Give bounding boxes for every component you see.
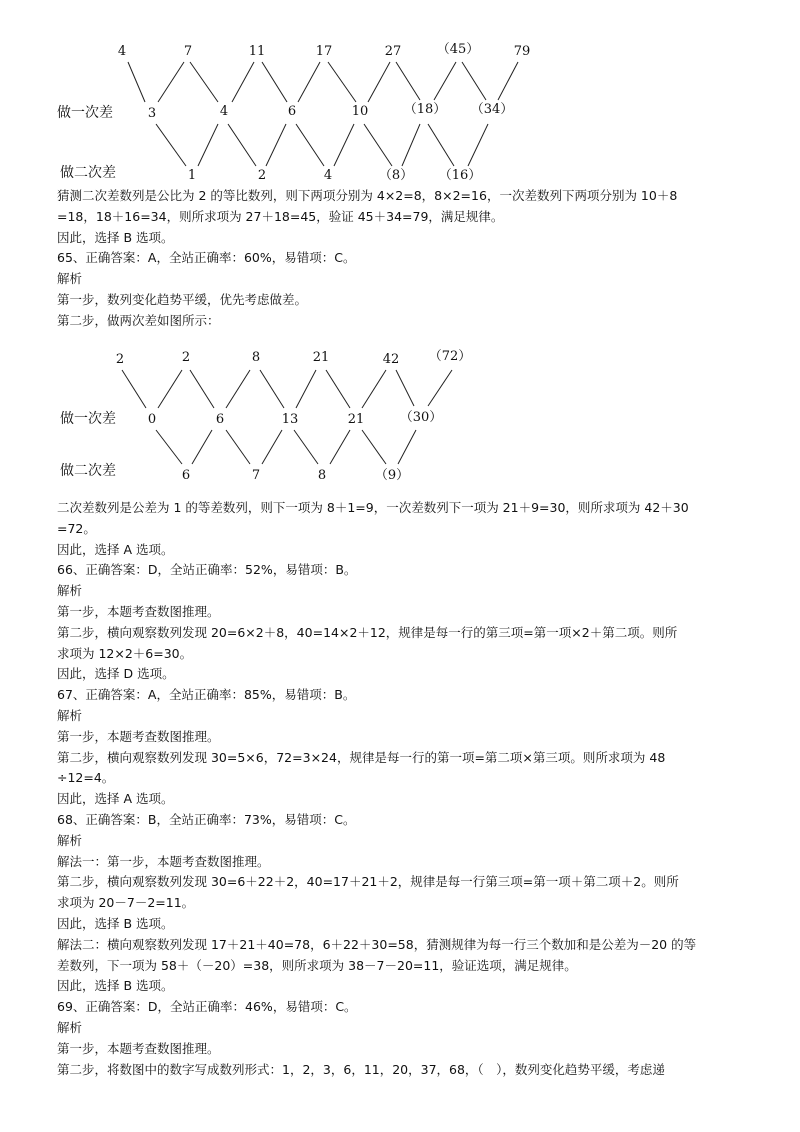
- text-line: =18，18＋16=34，则所求项为 27＋18=45，验证 45＋34=79，满足规律。: [57, 208, 504, 224]
- difference-diagram-2: [0, 340, 800, 490]
- second-diff-term: 4: [323, 168, 333, 183]
- text-line: 68、正确答案：B，全站正确率：73%，易错项：C。: [57, 811, 356, 827]
- top-term: 4: [117, 44, 127, 59]
- text-line: 解法一：第一步，本题考查数图推理。: [57, 853, 270, 869]
- text-line: 因此，选择 B 选项。: [57, 915, 174, 931]
- first-diff-term: 13: [281, 412, 299, 427]
- second-diff-term: 1: [187, 168, 197, 183]
- second-diff-label: 做二次差: [60, 463, 116, 479]
- difference-lines-1: [0, 0, 800, 190]
- top-term-answer: （45）: [436, 42, 480, 57]
- second-diff-term: 2: [257, 168, 267, 183]
- first-diff-term-answer: （18）: [403, 102, 447, 117]
- text-line: 第一步，本题考查数图推理。: [57, 603, 220, 619]
- top-term: 21: [312, 350, 330, 365]
- first-diff-term-answer: （34）: [470, 102, 514, 117]
- first-diff-term: 6: [287, 104, 297, 119]
- text-line: 解析: [57, 707, 83, 723]
- text-line: 第二步，横向观察数列发现 20=6×2＋8，40=14×2＋12，规律是每一行的第三项=第一项×2＋第二项。则所: [57, 624, 678, 640]
- first-diff-term: 0: [147, 412, 157, 427]
- difference-diagram-1: [0, 0, 800, 190]
- text-line: 65、正确答案：A，全站正确率：60%，易错项：C。: [57, 250, 356, 266]
- text-line: 解析: [57, 583, 83, 599]
- second-diff-term-answer: （8）: [378, 168, 414, 183]
- first-diff-term: 6: [215, 412, 225, 427]
- text-line: 第二步，做两次差如图所示：: [57, 312, 220, 328]
- first-diff-term: 3: [147, 106, 157, 121]
- first-diff-term: 21: [347, 412, 365, 427]
- text-line: 猜测二次差数列是公比为 2 的等比数列，则下两项分别为 4×2=8，8×2=16，一次差数列下两项分别为 10＋8: [57, 188, 678, 203]
- text-line: =72。: [57, 520, 96, 536]
- top-term: 42: [382, 352, 400, 367]
- first-diff-term: 4: [219, 104, 229, 119]
- first-diff-label: 做一次差: [57, 105, 113, 121]
- top-term: 2: [181, 350, 191, 365]
- text-line: 解析: [57, 271, 83, 287]
- text-line: 因此，选择 A 选项。: [57, 541, 174, 557]
- top-term: 8: [251, 350, 261, 365]
- text-line: 二次差数列是公差为 1 的等差数列，则下一项为 8＋1=9，一次差数列下一项为 21＋9=30，则所求项为 42＋30: [57, 500, 689, 515]
- text-line: 解法二：横向观察数列发现 17＋21＋40=78，6＋22＋30=58，猜测规律为每一行三个数加和是公差为－20 的等: [57, 936, 697, 952]
- explanation-block-2: [57, 498, 747, 1080]
- text-line: 66、正确答案：D，全站正确率：52%，易错项：B。: [57, 562, 357, 578]
- second-diff-term-answer: （16）: [438, 168, 482, 183]
- first-diff-label: 做一次差: [60, 411, 116, 427]
- top-term: 11: [248, 44, 266, 59]
- text-line: ÷12=4。: [57, 770, 115, 786]
- top-term-answer: （72）: [428, 349, 472, 364]
- text-line: 因此，选择 D 选项。: [57, 666, 175, 682]
- second-diff-term: 6: [181, 468, 191, 483]
- text-line: 第一步，本题考查数图推理。: [57, 728, 220, 744]
- text-line: 第二步，横向观察数列发现 30=6＋22＋2，40=17＋21＋2，规律是每一行第三项=第一项＋第二项＋2。则所: [57, 874, 679, 890]
- text-line: 求项为 20－7－2=11。: [57, 895, 195, 911]
- second-diff-term: 7: [251, 468, 261, 483]
- first-diff-term-answer: （30）: [399, 410, 443, 425]
- top-term: 7: [183, 44, 193, 59]
- text-line: 因此，选择 B 选项。: [57, 978, 174, 994]
- text-line: 69、正确答案：D，全站正确率：46%，易错项：C。: [57, 999, 357, 1015]
- text-line: 解析: [57, 1019, 83, 1035]
- top-term: 2: [115, 352, 125, 367]
- text-line: 因此，选择 B 选项。: [57, 229, 174, 245]
- text-line: 第一步，数列变化趋势平缓，优先考虑做差。: [57, 291, 308, 307]
- second-diff-label: 做二次差: [60, 165, 116, 181]
- explanation-block-1: [57, 186, 747, 332]
- text-line: 67、正确答案：A，全站正确率：85%，易错项：B。: [57, 687, 356, 703]
- text-line: 求项为 12×2＋6=30。: [57, 645, 193, 661]
- first-diff-term: 10: [351, 104, 369, 119]
- top-term: 17: [315, 44, 333, 59]
- text-line: 差数列，下一项为 58＋（－20）=38，则所求项为 38－7－20=11，验证选项，满足规律。: [57, 957, 577, 973]
- text-line: 第一步，本题考查数图推理。: [57, 1040, 220, 1056]
- top-term: 79: [513, 44, 531, 59]
- second-diff-term: 8: [317, 468, 327, 483]
- top-term: 27: [384, 44, 402, 59]
- second-diff-term-answer: （9）: [374, 468, 410, 483]
- text-line: 第二步，横向观察数列发现 30=5×6，72=3×24，规律是每一行的第一项=第二项×第三项。则所求项为 48: [57, 749, 666, 765]
- text-line: 因此，选择 A 选项。: [57, 791, 174, 807]
- text-line: 解析: [57, 832, 83, 848]
- text-line: 第二步，将数图中的数字写成数列形式：1，2，3，6，11，20，37，68，（ ），数列变化趋势平缓，考虑递: [57, 1061, 665, 1077]
